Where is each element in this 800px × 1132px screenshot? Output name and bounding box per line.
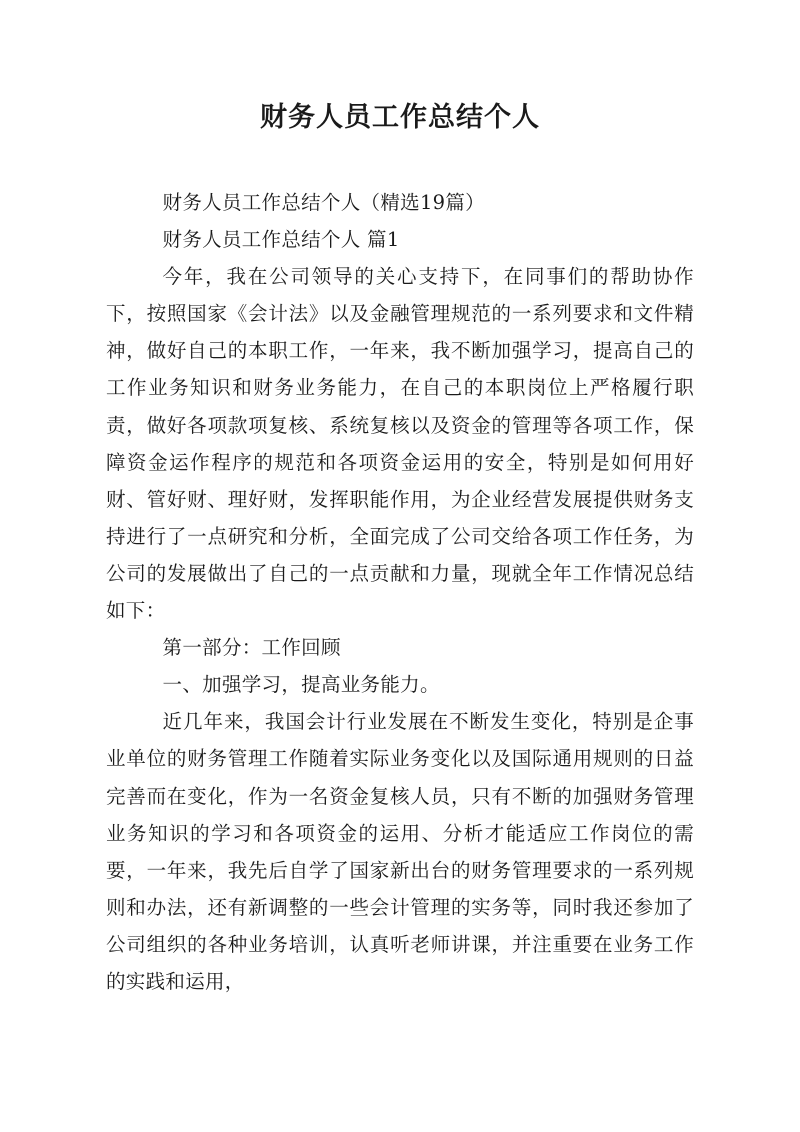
part-heading: 第一部分：工作回顾 [162,636,341,660]
section-heading: 财务人员工作总结个人 篇1 [162,228,400,252]
body-paragraph: 近几年来，我国会计行业发展在不断发生变化，特别是企事业单位的财务管理工作随着实际业务变化以及国际通用规则的日益完善而在变化，作为一名资金复核人员，只有不断的加强财务管理业务知识的学习和各项资金的运用、分析才能适应工作岗位的需要，一年来，我先后自学了国家新出台的财务管理要求的一系列规则和办法，还有新调整的一些会计管理的实务等，同时我还参加了公司组织的各种业务培训，认真听老师讲课，并注重要在业务工作的实践和运用， [106,710,694,993]
subtitle-paragraph: 财务人员工作总结个人（精选19篇） [162,191,485,214]
body-paragraph: 今年，我在公司领导的关心支持下，在同事们的帮助协作下，按照国家《会计法》以及金融管理规范的一系列要求和文件精神，做好自己的本职工作，一年来，我不断加强学习，提高自己的工作业务知识和财务业务能力，在自己的本职岗位上严格履行职责，做好各项款项复核、系统复核以及资金的管理等各项工作，保障资金运作程序的规范和各项资金运用的安全，特别是如何用好财、管好财、理好财，发挥职能作用，为企业经营发展提供财务支持进行了一点研究和分析，全面完成了公司交给各项工作任务，为公司的发展做出了自己的一点贡献和力量，现就全年工作情况总结如下： [106,265,694,623]
document-body [106,184,694,1000]
subsection-heading: 一、加强学习，提高业务能力。 [162,673,440,697]
document-title: 财务人员工作总结个人 [260,102,540,133]
